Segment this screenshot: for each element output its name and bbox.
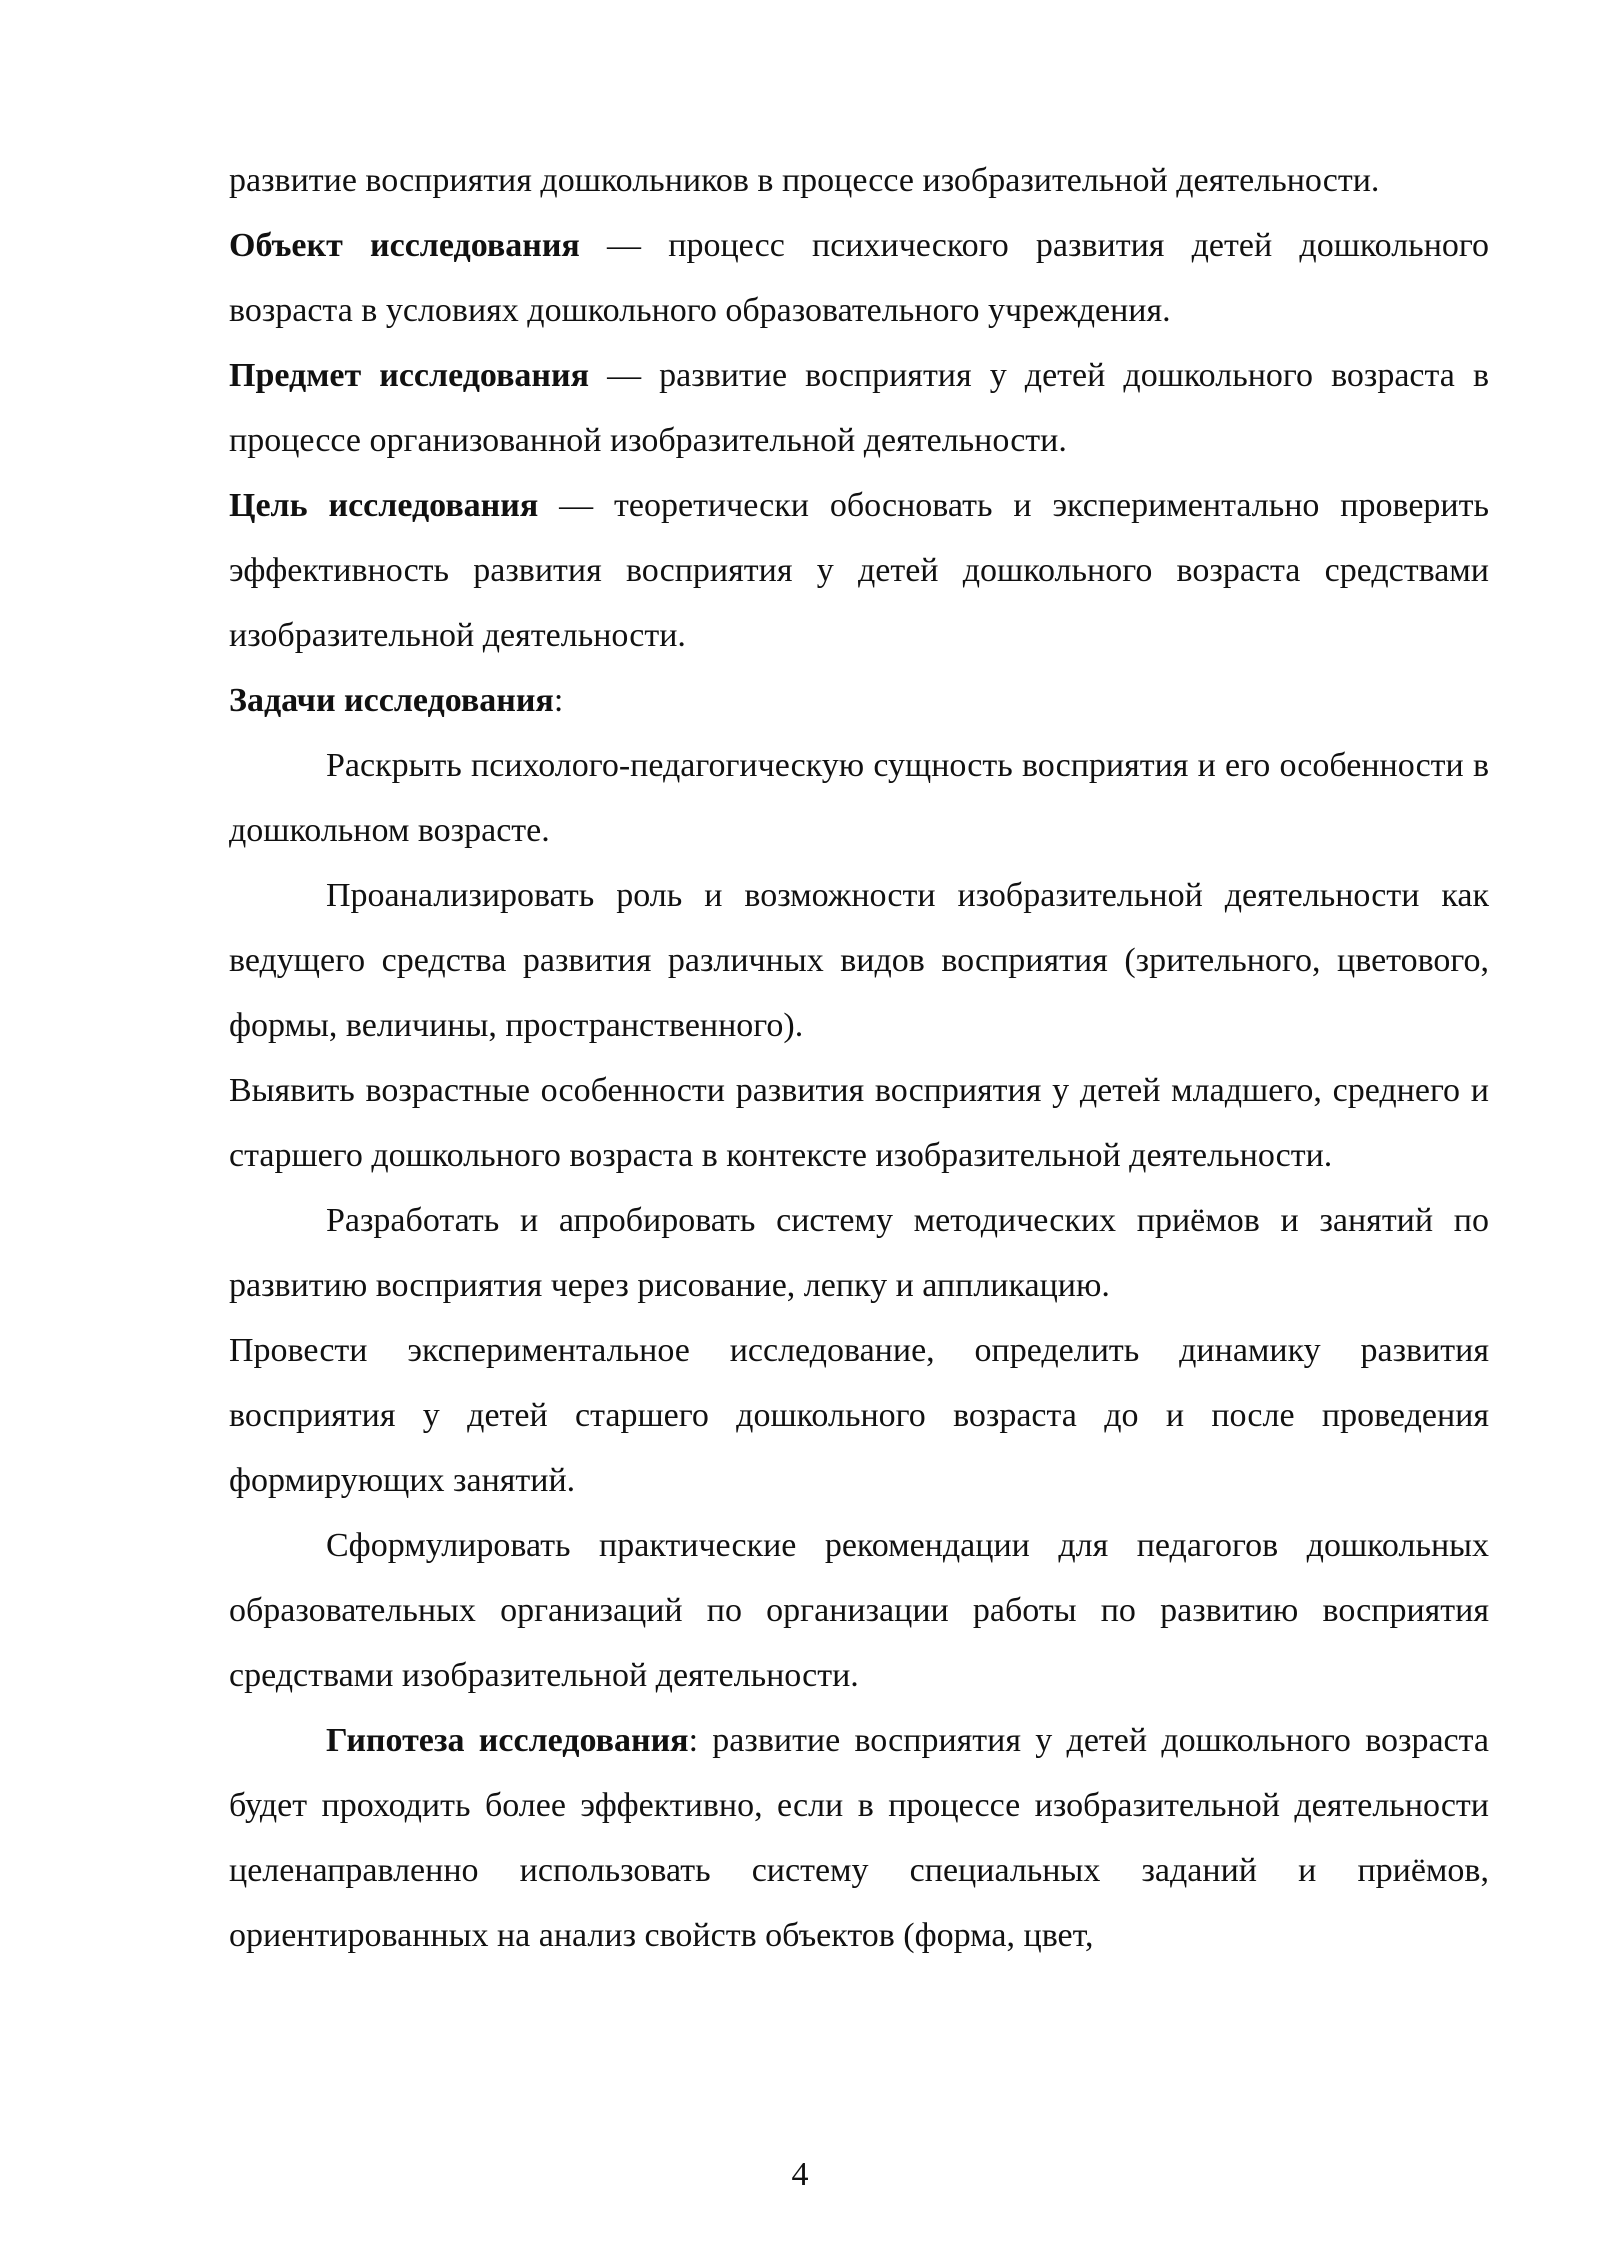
paragraph-research-goal	[229, 473, 1489, 668]
paragraph-task-3	[229, 1058, 1489, 1188]
paragraph-research-tasks-heading	[229, 668, 1489, 733]
research-goal-label: Цель исследования	[229, 487, 539, 524]
paragraph-task-1	[229, 733, 1489, 863]
paragraph-text: :	[553, 682, 564, 719]
paragraph-text: развитие восприятия дошкольников в процессе изобразительной деятельности.	[229, 162, 1380, 199]
paragraph-task-6	[229, 1513, 1489, 1708]
paragraph-text: — развитие восприятия у детей дошкольного возраста в процессе организованной изобразительной деятельности.	[229, 357, 1489, 459]
page-number: 4	[791, 2156, 809, 2193]
paragraph-intro-continuation	[229, 148, 1489, 213]
paragraph-task-4	[229, 1188, 1489, 1318]
paragraph-text: Сформулировать практические рекомендации для педагогов дошкольных образовательных организаций по организации работы по развитию восприятия средствами изобразительной деятельности.	[229, 1527, 1489, 1694]
paragraph-text: Выявить возрастные особенности развития восприятия у детей младшего, среднего и старшего дошкольного возраста в контексте изобразительной деятельности.	[229, 1072, 1489, 1174]
hypothesis-label: Гипотеза исследования	[326, 1722, 689, 1759]
document-body	[229, 148, 1489, 1968]
paragraph-task-5	[229, 1318, 1489, 1513]
paragraph-text: Раскрыть психолого-педагогическую сущность восприятия и его особенности в дошкольном возрасте.	[229, 747, 1489, 849]
research-tasks-label: Задачи исследования	[229, 682, 554, 719]
paragraph-hypothesis	[229, 1708, 1489, 1968]
research-subject-label: Предмет исследования	[229, 357, 590, 394]
paragraph-task-2	[229, 863, 1489, 1058]
paragraph-text: Провести экспериментальное исследование, определить динамику развития восприятия у детей старшего дошкольного возраста до и после проведения формирующих занятий.	[229, 1332, 1489, 1499]
research-object-label: Объект исследования	[229, 227, 580, 264]
paragraph-text: — процесс психического развития детей дошкольного возраста в условиях дошкольного образовательного учреждения.	[229, 227, 1489, 329]
paragraph-text: — теоретически обосновать и экспериментально проверить эффективность развития восприятия у детей дошкольного возраста средствами изобразительной деятельности.	[229, 487, 1489, 654]
paragraph-text: Проанализировать роль и возможности изобразительной деятельности как ведущего средства развития различных видов восприятия (зрительного, цветового, формы, величины, пространственного).	[229, 877, 1489, 1044]
paragraph-text: Разработать и апробировать систему методических приёмов и занятий по развитию восприятия через рисование, лепку и аппликацию.	[229, 1202, 1489, 1304]
paragraph-research-subject	[229, 343, 1489, 473]
paragraph-text: : развитие восприятия у детей дошкольного возраста будет проходить более эффективно, если в процессе изобразительной деятельности целенаправленно использовать систему специальных заданий и приёмов, ориентированных на анализ свойств объектов (форма, цвет,	[229, 1722, 1489, 1954]
paragraph-research-object	[229, 213, 1489, 343]
